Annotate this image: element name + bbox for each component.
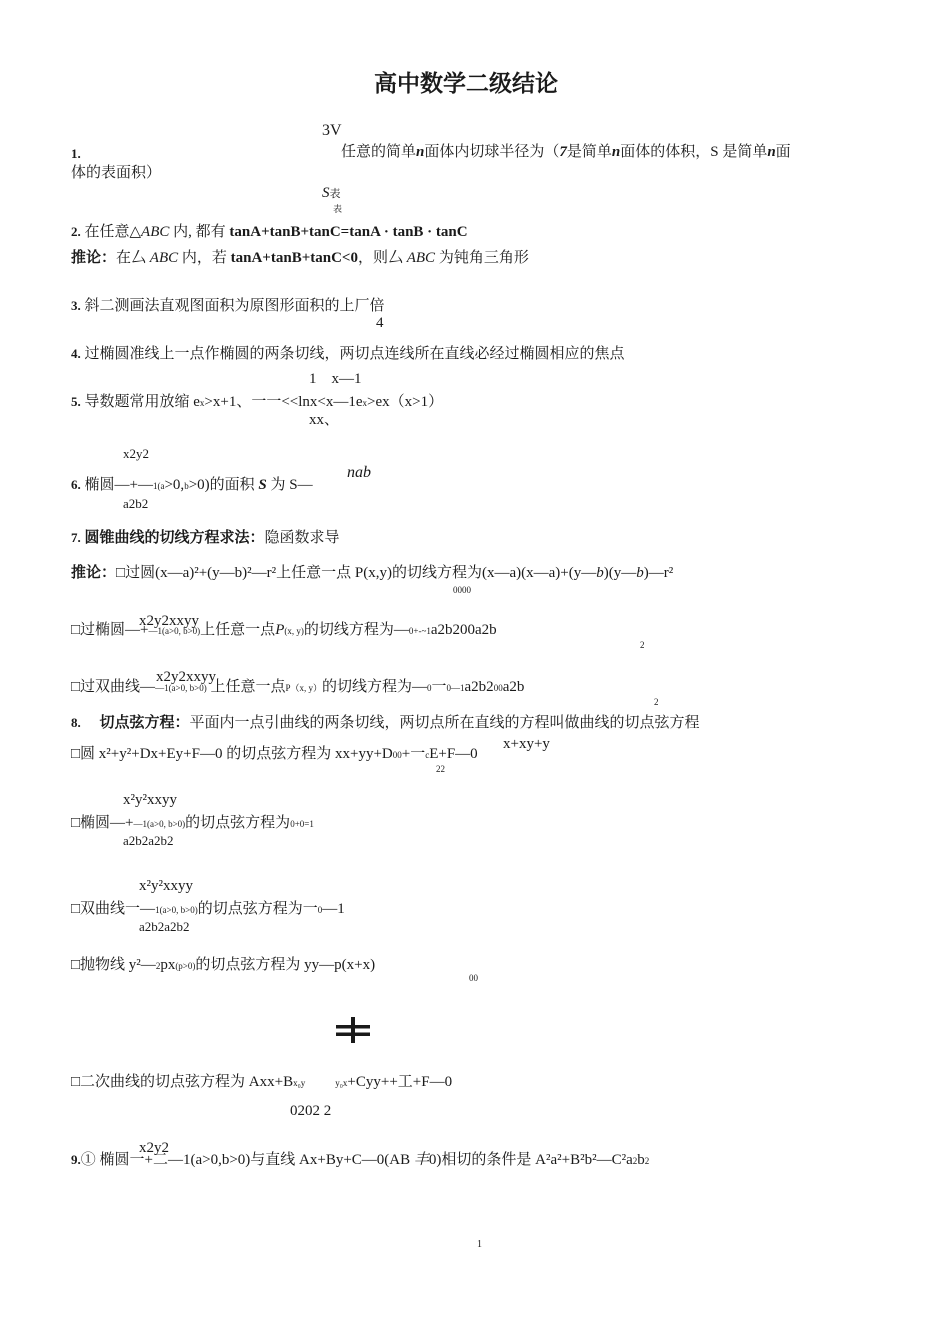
s8-ell-small: —1(a>0, b>0) <box>133 819 186 829</box>
s2-abc: ABC <box>141 224 170 240</box>
s5-sub-x2: x <box>362 398 368 408</box>
s8-ellipse-line <box>71 816 314 831</box>
s7-cor1-e: )—r² <box>643 565 674 581</box>
s1-formula-denominator <box>322 186 341 201</box>
s2-line <box>71 225 468 240</box>
s5-top: 1 x—1 <box>309 371 362 387</box>
s7-cor-label: 推论： <box>71 565 117 581</box>
page-number: 1 <box>477 1239 482 1250</box>
s7-cor1-sub: 0000 <box>453 585 471 595</box>
s8-circ-text-b: +一 <box>401 746 426 762</box>
s1-den-sub2: 表 <box>333 204 343 214</box>
s8-quad-text-b: +Cyy++工+F—0 <box>347 1074 453 1090</box>
s1-text-a: 任意的简单 <box>341 144 417 160</box>
s1-number: 1. <box>71 146 81 161</box>
s7-ell-small3: 0+-~1 <box>408 626 431 636</box>
s3-text: 斜二测画法直观图面积为原图形面积的上厂倍 <box>84 298 385 314</box>
s8-circle-line <box>71 747 478 762</box>
s7-ellipse-line <box>71 623 497 638</box>
s8-circ-small: 00 <box>392 750 402 760</box>
s6-text-b: >0, <box>164 477 185 493</box>
s7-hyp-small: 1(a>0, b>0) <box>164 683 207 693</box>
s6-text-c: >0)的面积 <box>188 477 255 493</box>
s6-small: 1(a <box>152 481 165 491</box>
s6-text: 椭圆—+— <box>84 477 153 493</box>
s7-heading: 圆锥曲线的切线方程求法： <box>84 530 265 546</box>
s6-top: x2y2 <box>123 446 149 461</box>
s1-text-d: 面体的体积，S 是简单 <box>620 144 768 160</box>
s1-den-s: S <box>322 185 330 201</box>
s8-hyp-text-c: —1 <box>322 901 345 917</box>
s8-circ-text: □圆 x²+y²+Dx+Ey+F—0 的切点弦方程为 xx+yy+D <box>71 746 393 762</box>
s8-ellipse-top: x²y²xxyy <box>123 792 177 808</box>
s4-line <box>71 347 625 362</box>
s7-ell-text: □过椭圆—+ <box>71 622 149 638</box>
s8-circ-text-c: E+F—0 <box>429 746 478 762</box>
s8-quadratic-bottom: 0202 2 <box>290 1103 332 1119</box>
s7-corollary-circle <box>71 566 673 581</box>
s7-cor1-d: b <box>636 565 644 581</box>
s8-par-text-c: 的切点弦方程为 yy—p(x+x) <box>195 957 376 973</box>
s3-line <box>71 299 385 314</box>
s8-circ-sub: 22 <box>436 764 445 774</box>
s7-hyp-text: □过双曲线— <box>71 679 156 695</box>
s5-sub-x: x <box>199 398 205 408</box>
s2-corollary <box>71 251 529 266</box>
s7-number: 7. <box>71 530 81 545</box>
s7-ell-sub: 2 <box>640 640 645 650</box>
s8-heading-line <box>71 716 700 731</box>
s8-par-text-b: px <box>160 957 176 973</box>
s8-circle-top: x+xy+y <box>503 736 550 752</box>
s8-hyp-small2: 0 <box>317 905 323 915</box>
s8-parabola-line <box>71 958 375 973</box>
s8-hyp-small: 1(a>0, b>0) <box>155 905 198 915</box>
s5-text-b: >x+1、一一<<lnx<x—1e <box>204 394 363 410</box>
s8-text: 平面内一点引曲线的两条切线，两切点所在直线的方程叫做曲线的切点弦方程 <box>189 715 700 731</box>
s1-text-c: 是简单 <box>566 144 612 160</box>
s1-n3: n <box>767 144 776 160</box>
s5-bottom: xx、 <box>309 412 340 428</box>
s9-top: x2y2 <box>139 1140 169 1156</box>
s4-number: 4. <box>71 346 81 361</box>
s7-ell-text-c: 的切线方程为— <box>303 622 409 638</box>
s9-sub: 2 <box>632 1156 638 1166</box>
s8-hyperbola-line <box>71 902 345 917</box>
s9-circle: ① <box>80 1152 96 1168</box>
s1-text-e: 面 <box>775 144 791 160</box>
s7-hyp-text-d: 一 <box>431 679 447 695</box>
s3-number: 3. <box>71 298 81 313</box>
s3-below: 4 <box>376 315 384 331</box>
s7-ell-small: —1(a>0, b>0) <box>148 626 201 636</box>
s8-ell-text-b: 的切点弦方程为 <box>185 815 291 831</box>
s1-den-sub: 表 <box>329 188 341 200</box>
s6-line <box>71 478 313 493</box>
s8-hyperbola-bottom: a2b2a2b2 <box>139 919 190 934</box>
s7-heading-line <box>71 531 340 546</box>
s9-line <box>71 1153 649 1168</box>
s8-par-small2: (p>0) <box>175 961 196 971</box>
s8-ell-small2: 0+0=1 <box>290 819 314 829</box>
s7-hyperbola-top: x2y2xxyy <box>156 669 216 685</box>
s2-number: 2. <box>71 224 81 239</box>
s2-text-b: 内, 都有 <box>173 224 226 240</box>
s8-par-text: □抛物线 y²— <box>71 957 156 973</box>
s2-cor-a: 在厶 <box>116 250 147 266</box>
s7-hyp-text-c: 的切线方程为— <box>321 679 427 695</box>
s2-cor-abc: ABC <box>149 250 179 266</box>
s6-number: 6. <box>71 477 81 492</box>
s8-quad-small2: y₀x <box>335 1078 348 1088</box>
s5-text: 导数题常用放缩 e <box>84 394 200 410</box>
not-equal-symbol-icon <box>336 1016 370 1044</box>
s8-par-sub: 00 <box>469 973 478 983</box>
page-title: 高中数学二级结论 <box>374 71 558 97</box>
s7-ellipse-top: x2y2xxyy <box>139 613 199 629</box>
s4-text: 过椭圆准线上一点作椭圆的两条切线，两切点连线所在直线必经过椭圆相应的焦点 <box>84 346 625 362</box>
s8-number: 8. <box>71 715 81 730</box>
s1-n: n <box>416 144 425 160</box>
s2-cor-b: 内，若 <box>181 250 227 266</box>
s2-cor-label: 推论： <box>71 250 117 266</box>
s7-cor1-b: b <box>596 565 604 581</box>
s8-ell-text: □椭圆—+ <box>71 815 134 831</box>
s7-hyp-text-f: a2b <box>502 679 525 695</box>
s1-text-b: 面体内切球半径为（ <box>424 144 560 160</box>
s7-ell-small2: (x, y) <box>284 626 304 636</box>
s5-number: 5. <box>71 394 81 409</box>
s1-n2: n <box>611 144 621 160</box>
s8-hyp-text: □双曲线一— <box>71 901 156 917</box>
s2-cor-d: 为钝角三角形 <box>438 250 529 266</box>
s7-cor1: □过圆(x—a)²+(y—b)²—r²上任意一点 P(x,y)的切线方程为(x—a)(x—a)+(y— <box>116 565 597 581</box>
s6-text-d: 为 S— <box>270 477 313 493</box>
s8-par-small: 2 <box>155 961 161 971</box>
s7-hyp-text-e: a2b2 <box>464 679 494 695</box>
s2-formula: tanA+tanB+tanC=tanA · tanB · tanC <box>229 224 468 240</box>
s1-v7: 7 <box>559 144 567 160</box>
s7-ell-text-b: 上任意一点 <box>200 622 276 638</box>
s7-ell-text-d: a2b200a2b <box>430 622 497 638</box>
s2-cor-formula: tanA+tanB+tanC<0 <box>230 250 358 266</box>
s6-bottom: a2b2 <box>123 496 149 511</box>
s7-hyp-mid: — <box>155 683 165 693</box>
s7-hyp-small5: 00 <box>493 683 503 693</box>
s8-hyp-text-b: 的切点弦方程为一 <box>197 901 318 917</box>
s6-S: S <box>258 477 267 493</box>
s9-text-c: b <box>637 1152 645 1168</box>
s7-hyp-text-b: 上任意一点 <box>210 679 286 695</box>
s9-sub2: 2 <box>644 1156 650 1166</box>
s7-hyp-small4: 0—1 <box>446 683 465 693</box>
s9-text: 椭圆一+二—1(a>0,b>0)与直线 Ax+By+C—0(AB <box>99 1152 411 1168</box>
s6-nab: nab <box>347 464 371 481</box>
s6-small2: b <box>184 481 189 491</box>
s9-text-b: 0)相切的条件是 A²a²+B²b²—C²a <box>428 1152 633 1168</box>
s7-hyp-sub: 2 <box>654 697 659 707</box>
s8-quad-text: □二次曲线的切点弦方程为 Axx+B <box>71 1074 294 1090</box>
s7-cor1-c: )(y— <box>603 565 637 581</box>
s8-quadratic-line <box>71 1075 452 1090</box>
s7-hyp-small3: 0 <box>427 683 432 693</box>
s7-hyp-small2: P（x, y） <box>285 683 322 693</box>
s8-hyperbola-top: x²y²xxyy <box>139 878 193 894</box>
s8-ellipse-bottom: a2b2a2b2 <box>123 833 174 848</box>
s8-quad-small: x₀y <box>293 1078 306 1088</box>
s8-circ-small2: c <box>425 750 430 760</box>
s8-heading: 切点弦方程： <box>99 715 190 731</box>
s9-neq: 丰 <box>413 1152 429 1168</box>
s5-text-c: >ex（x>1） <box>367 394 444 410</box>
s7-ell-P: P <box>275 622 285 638</box>
s2-text: 在任意△ <box>84 224 142 240</box>
s2-cor-c: ，则厶 <box>357 250 403 266</box>
s7-hyperbola-line <box>71 680 524 695</box>
s5-line <box>71 395 443 410</box>
s1-text-line2: 体的表面积） <box>71 165 162 181</box>
s2-cor-abc2: ABC <box>406 250 436 266</box>
s1-formula-numerator: 3V <box>322 122 342 139</box>
s9-number: 9. <box>71 1152 81 1167</box>
s1-text-line1 <box>341 145 791 160</box>
s7-text: 隐函数求导 <box>264 530 340 546</box>
